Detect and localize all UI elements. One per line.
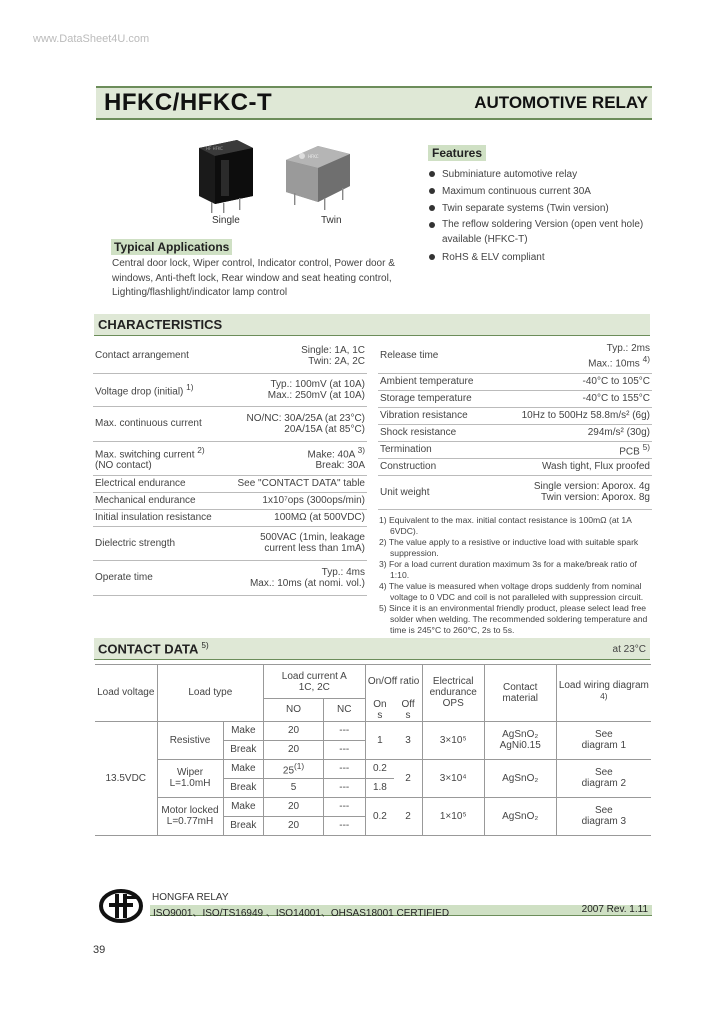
table-row bbox=[93, 373, 367, 406]
twin-caption: Twin bbox=[321, 215, 342, 226]
row-label: Mechanical endurance bbox=[93, 492, 224, 509]
row-value: Wash tight, Flux proofed bbox=[494, 458, 652, 475]
row-value: 100MΩ (at 500VDC) bbox=[224, 509, 367, 526]
row-label: Initial insulation resistance bbox=[93, 509, 224, 526]
features-list bbox=[425, 166, 651, 266]
note: 5) Since it is an environmental friendly product, please select lead free solder when welding. The recommended soldering temperature and time is 245°C to 260°C, 2s to 5s. bbox=[379, 603, 648, 635]
col-off: Off s bbox=[394, 699, 422, 722]
cell-load-type: Motor locked L=0.77mH bbox=[157, 797, 223, 835]
row-label: Shock resistance bbox=[378, 424, 494, 441]
row-value: NO/NC: 30A/25A (at 23°C) 20A/15A (at 85°C) bbox=[224, 406, 367, 441]
hongfa-logo bbox=[99, 888, 147, 924]
col-material: Contact material bbox=[484, 665, 556, 722]
cell-no: 20 bbox=[264, 816, 324, 835]
feature-item: Subminiature automotive relay bbox=[425, 166, 651, 183]
characteristics-right-table bbox=[378, 339, 652, 510]
single-caption: Single bbox=[212, 215, 240, 226]
row-label: Release time bbox=[378, 339, 494, 373]
contact-data-heading: CONTACT DATA $^{5)}$ bbox=[94, 638, 650, 660]
page-title: HFKC/HFKC-T bbox=[104, 89, 273, 116]
note: 2) The value apply to a resistive or inductive load with suitable spark suppression. bbox=[379, 537, 639, 558]
table-row bbox=[378, 424, 652, 441]
applications-text: Central door lock, Wiper control, Indicator control, Power door & windows, Anti-theft lock, Rear window and seat heating control, Lighting/flashlight/indicator lamp control bbox=[112, 258, 395, 298]
certifications: ISO9001、ISO/TS16949 、ISO14001、OHSAS18001 CERTIFIED bbox=[153, 908, 450, 919]
row-value: Single: 1A, 1C Twin: 2A, 2C bbox=[224, 339, 367, 373]
row-value: -40°C to 155°C bbox=[494, 390, 652, 407]
cell-diagram: See diagram 1 bbox=[556, 721, 651, 759]
table-row bbox=[93, 339, 367, 373]
cell-endurance: 1×10⁵ bbox=[422, 797, 484, 835]
cell-make: Make bbox=[223, 797, 264, 816]
cell-make: Make bbox=[223, 721, 264, 740]
cell-endurance: 3×10⁴ bbox=[422, 759, 484, 797]
table-row bbox=[378, 339, 652, 373]
table-row bbox=[93, 441, 367, 475]
cell-no: 5 bbox=[264, 778, 324, 797]
cell-break: Break bbox=[223, 778, 264, 797]
col-nc: NC bbox=[324, 699, 366, 722]
page-number: 39 bbox=[93, 944, 106, 956]
characteristics-left-table bbox=[93, 339, 367, 596]
col-load-current: Load current A 1C, 2C bbox=[264, 665, 365, 699]
cell-diagram: See diagram 2 bbox=[556, 759, 651, 797]
row-value: 1x10⁷ops (300ops/min) bbox=[224, 492, 367, 509]
cell-nc: --- bbox=[324, 778, 366, 797]
product-category: AUTOMOTIVE RELAY bbox=[474, 93, 648, 112]
row-label: Operate time bbox=[93, 560, 224, 595]
cell-material: AgSnO₂ AgNi0.15 bbox=[484, 721, 556, 759]
cell-nc: --- bbox=[324, 797, 366, 816]
col-load-voltage: Load voltage bbox=[95, 665, 157, 722]
row-value: Typ.: 4ms Max.: 10ms (at nomi. vol.) bbox=[224, 560, 367, 595]
svg-text:HF HFKC: HF HFKC bbox=[206, 146, 224, 151]
row-label: Dielectric strength bbox=[93, 526, 224, 560]
cell-off: 2 bbox=[394, 797, 422, 835]
row-label: Max. switching current $^{2)}$ (NO contact) bbox=[93, 441, 224, 475]
row-label: Voltage drop (initial) $^{1)}$ bbox=[93, 373, 224, 406]
cell-break: Break bbox=[223, 816, 264, 835]
table-row bbox=[378, 441, 652, 458]
row-value: See "CONTACT DATA" table bbox=[224, 475, 367, 492]
row-value: 10Hz to 500Hz 58.8m/s² (6g) bbox=[494, 407, 652, 424]
cell-endurance: 3×10⁵ bbox=[422, 721, 484, 759]
table-row bbox=[378, 390, 652, 407]
single-relay-image bbox=[193, 134, 257, 214]
feature-item: Maximum continuous current 30A bbox=[425, 183, 651, 200]
row-value: PCB $^{5)}$ bbox=[494, 441, 652, 458]
table-row bbox=[95, 797, 651, 816]
note: 1) Equivalent to the max. initial contact resistance is 100mΩ (at 1A 6VDC). bbox=[379, 515, 632, 536]
table-row bbox=[378, 407, 652, 424]
row-value: Single version: Aporox. 4g Twin version: Aporox. 8g bbox=[494, 475, 652, 509]
cell-load-type: Resistive bbox=[157, 721, 223, 759]
table-row bbox=[378, 475, 652, 509]
contact-data-ambient: at 23°C bbox=[612, 644, 646, 655]
cell-diagram: See diagram 3 bbox=[556, 797, 651, 835]
table-row bbox=[93, 509, 367, 526]
note: 3) For a load current duration maximum 3s for a make/break ratio of 1:10. bbox=[379, 559, 637, 580]
row-label: Storage temperature bbox=[378, 390, 494, 407]
cell-break: Break bbox=[223, 740, 264, 759]
table-row bbox=[93, 475, 367, 492]
cell-on: 1 bbox=[365, 721, 394, 759]
row-value: 500VAC (1min, leakage current less than 1mA) bbox=[224, 526, 367, 560]
cell-no: 20 bbox=[264, 721, 324, 740]
cell-make: Make bbox=[223, 759, 264, 778]
cell-on: 1.8 bbox=[365, 778, 394, 797]
cell-material: AgSnO₂ bbox=[484, 797, 556, 835]
cell-no: 20 bbox=[264, 797, 324, 816]
table-row bbox=[93, 526, 367, 560]
row-label: Ambient temperature bbox=[378, 373, 494, 390]
cell-on: 0.2 bbox=[365, 759, 394, 778]
cell-no: 25$^{(1)}$ bbox=[264, 759, 324, 778]
feature-item: Twin separate systems (Twin version) bbox=[425, 200, 651, 217]
note: 4) The value is measured when voltage drops suddenly from nominal voltage to 0 VDC and coil is not paralleled with suppression circuit. bbox=[379, 581, 644, 602]
cell-on: 0.2 bbox=[365, 797, 394, 835]
cell-nc: --- bbox=[324, 740, 366, 759]
cell-voltage: 13.5VDC bbox=[95, 721, 157, 835]
row-label: Max. continuous current bbox=[93, 406, 224, 441]
row-label: Electrical endurance bbox=[93, 475, 224, 492]
row-value: Typ.: 2ms Max.: 10ms $^{4)}$ bbox=[494, 339, 652, 373]
row-value: Make: 40A $^{3)}$ Break: 30A bbox=[224, 441, 367, 475]
table-row bbox=[93, 560, 367, 595]
cell-off: 2 bbox=[394, 759, 422, 797]
features-heading: Features bbox=[428, 145, 486, 161]
row-value: -40°C to 105°C bbox=[494, 373, 652, 390]
cell-no: 20 bbox=[264, 740, 324, 759]
table-row bbox=[378, 373, 652, 390]
row-value: 294m/s² (30g) bbox=[494, 424, 652, 441]
col-no: NO bbox=[264, 699, 324, 722]
row-label: Contact arrangement bbox=[93, 339, 224, 373]
col-endurance: Electrical endurance OPS bbox=[422, 665, 484, 722]
table-row bbox=[95, 721, 651, 740]
twin-relay-image bbox=[282, 140, 352, 212]
col-wiring: Load wiring diagram $^{4)}$ bbox=[556, 665, 651, 722]
characteristics-heading: CHARACTERISTICS bbox=[94, 314, 650, 336]
contact-data-table bbox=[95, 664, 651, 836]
watermark: www.DataSheet4U.com bbox=[33, 33, 150, 45]
revision-date: 2007 Rev. 1.11 bbox=[581, 904, 648, 915]
feature-item: The reflow soldering Version (open vent hole) available (HFKC-T) bbox=[425, 217, 651, 247]
row-label: Termination bbox=[378, 441, 494, 458]
cell-material: AgSnO₂ bbox=[484, 759, 556, 797]
table-row bbox=[93, 406, 367, 441]
cell-nc: --- bbox=[324, 816, 366, 835]
col-load-type: Load type bbox=[157, 665, 264, 722]
table-row bbox=[378, 458, 652, 475]
col-on: On s bbox=[365, 699, 394, 722]
feature-item: RoHS & ELV compliant bbox=[425, 249, 651, 266]
company-name: HONGFA RELAY bbox=[152, 892, 229, 903]
cell-off: 3 bbox=[394, 721, 422, 759]
applications-heading: Typical Applications bbox=[111, 239, 232, 255]
row-value: Typ.: 100mV (at 10A) Max.: 250mV (at 10A) bbox=[224, 373, 367, 406]
cell-nc: --- bbox=[324, 759, 366, 778]
table-row bbox=[93, 492, 367, 509]
cell-load-type: Wiper L=1.0mH bbox=[157, 759, 223, 797]
table-row bbox=[95, 759, 651, 778]
svg-text:HFKC: HFKC bbox=[308, 154, 319, 159]
row-label: Construction bbox=[378, 458, 494, 475]
cell-nc: --- bbox=[324, 721, 366, 740]
row-label: Unit weight bbox=[378, 475, 494, 509]
characteristics-notes bbox=[379, 515, 652, 636]
col-onoff: On/Off ratio bbox=[365, 665, 422, 699]
row-label: Vibration resistance bbox=[378, 407, 494, 424]
